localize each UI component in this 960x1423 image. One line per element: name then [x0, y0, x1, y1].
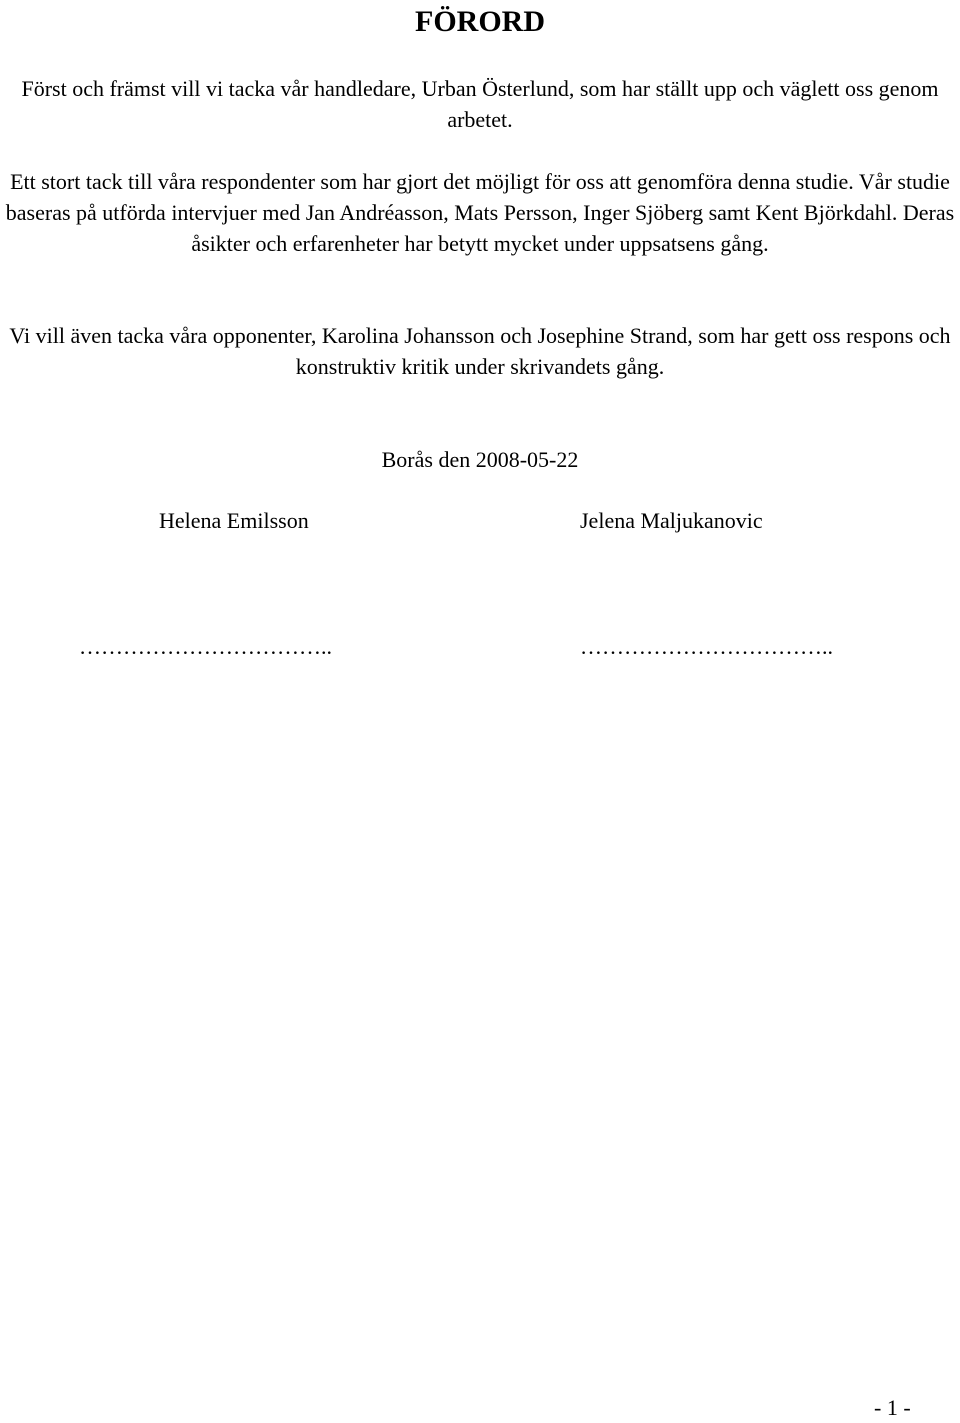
signature-line-right: ……………………………..	[580, 634, 833, 659]
page-number: - 1 -	[874, 1395, 911, 1420]
signature-name-right: Jelena Maljukanovic	[580, 508, 763, 533]
paragraph-respondents-thanks: Ett stort tack till våra respondenter som har gjort det möjligt för oss att genomföra denna studie. Vår studie baseras på utförda intervjuer med Jan Andréasson, Mats Persson, Inger Sjöberg samt Kent Björkdahl. Deras åsikter och erfarenheter har betytt mycket under uppsatsens gång.	[5, 169, 955, 256]
paragraph-supervisor-thanks: Först och främst vill vi tacka vår handledare, Urban Österlund, som har ställt upp och väglett oss genom arbetet.	[21, 76, 939, 132]
signature-name-left: Helena Emilsson	[159, 508, 309, 533]
page-title: FÖRORD	[415, 5, 545, 38]
date-line: Borås den 2008-05-22	[381, 447, 579, 472]
signature-line-left: ……………………………..	[79, 634, 332, 659]
paragraph-opponents-thanks: Vi vill även tacka våra opponenter, Karolina Johansson och Josephine Strand, som har gett oss respons och konstruktiv kritik under skrivandets gång.	[9, 323, 951, 379]
